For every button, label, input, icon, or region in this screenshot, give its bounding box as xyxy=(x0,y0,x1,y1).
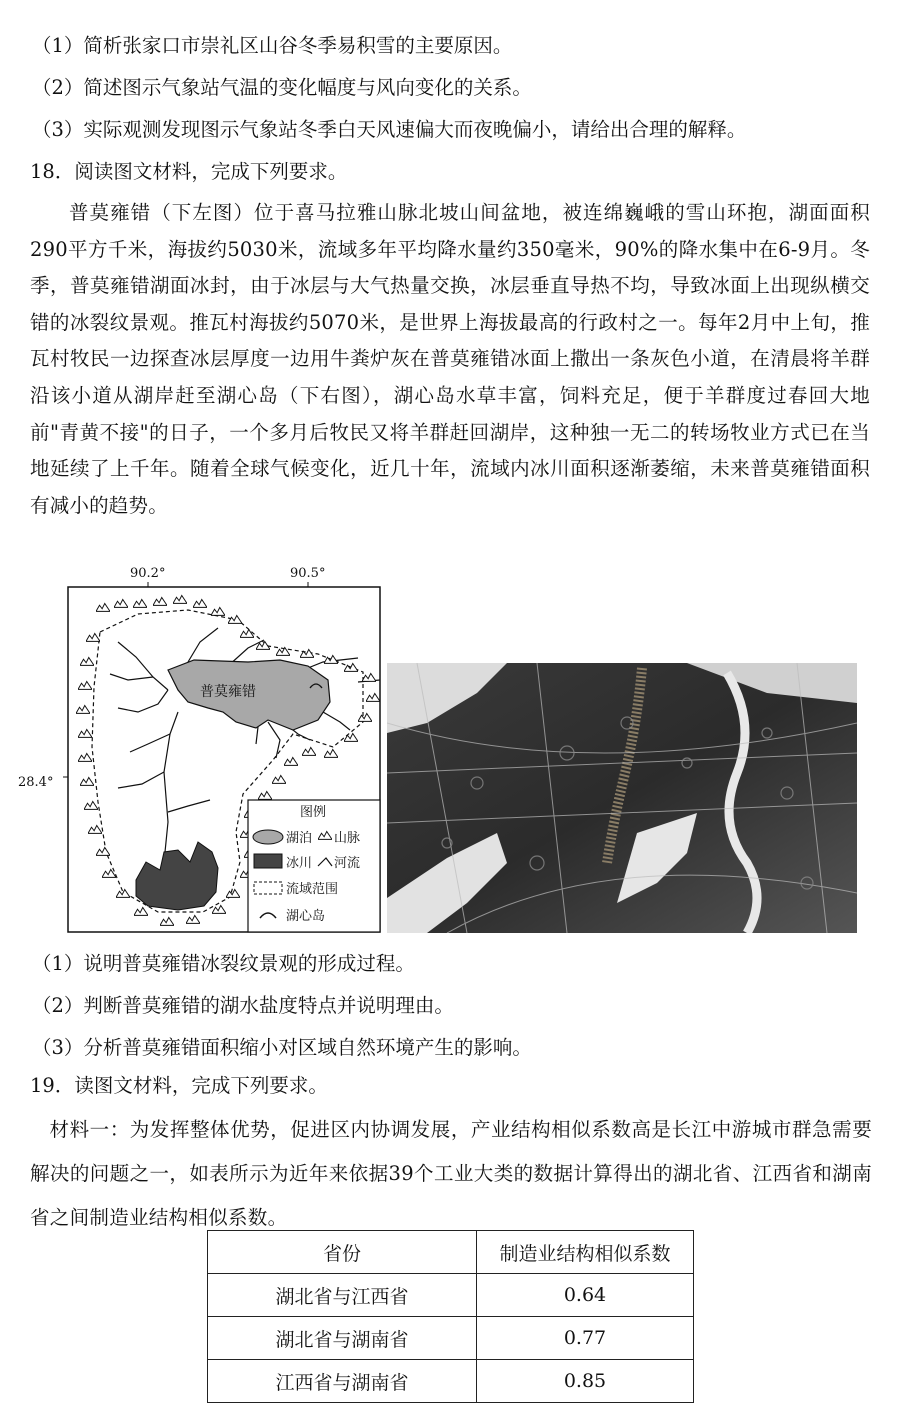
legend-title: 图例 xyxy=(300,805,327,820)
legend-island-label: 湖心岛 xyxy=(286,909,326,924)
map-lat: 28.4° xyxy=(18,775,54,790)
legend-lake-label: 湖泊 xyxy=(286,831,313,846)
table-row xyxy=(208,1274,694,1317)
table-cell-value: 0.77 xyxy=(477,1317,694,1360)
q18-paragraph: 普莫雍错（下左图）位于喜马拉雅山脉北坡山间盆地，被连绵巍峨的雪山环抱，湖面面积290平方千米，海拔约5030米，流域多年平均降水量约350毫米，90%的降水集中在6-9月。冬季，普莫雍错湖面冰封，由于冰层与大气热量交换，冰层垂直导热不均，导致冰面上出现纵横交错的冰裂纹景观。推瓦村海拔约5070米，是世界上海拔最高的行政村之一。每年2月中上旬，推瓦村牧民一边探查冰层厚度一边用牛粪炉灰在普莫雍错冰面上撒出一条灰色小道，在清晨将羊群沿该小道从湖岸赶至湖心岛（下右图），湖心岛水草丰富，饲料充足，便于羊群度过春回大地前"青黄不接"的日子，一个多月后牧民又将羊群赶回湖岸，这种独一无二的转场牧业方式已在当地延续了上千年。随着全球气候变化，近几十年，流域内冰川面积逐渐萎缩，未来普莫雍错面积有减小的趋势。 xyxy=(30,201,870,517)
q19-heading: 19．读图文材料，完成下列要求。 xyxy=(30,1074,328,1097)
ice-crack-photo xyxy=(387,663,857,933)
map-lon-right: 90.5° xyxy=(290,566,326,581)
q17-item-2: （2）简述图示气象站气温的变化幅度与风向变化的关系。 xyxy=(32,76,532,99)
legend-river-label: 河流 xyxy=(334,856,361,871)
legend-lake-swatch xyxy=(253,830,283,844)
table-row xyxy=(208,1360,694,1403)
table-cell-pair: 湖北省与湖南省 xyxy=(208,1317,477,1360)
lake-map-figure xyxy=(18,562,388,942)
q18-item-1: （1）说明普莫雍错冰裂纹景观的形成过程。 xyxy=(32,952,415,975)
map-drawing xyxy=(18,562,388,942)
legend-glacier-swatch xyxy=(254,854,282,868)
q17-item-3: （3）实际观测发现图示气象站冬季白天风速偏大而夜晚偏小，请给出合理的解释。 xyxy=(32,118,747,141)
similarity-table xyxy=(207,1230,694,1403)
q18-item-2: （2）判断普莫雍错的湖水盐度特点并说明理由。 xyxy=(32,994,454,1017)
table-header-province: 省份 xyxy=(208,1231,477,1274)
q18-heading: 18．阅读图文材料，完成下列要求。 xyxy=(30,160,348,183)
q17-item-1: （1）简析张家口市崇礼区山谷冬季易积雪的主要原因。 xyxy=(32,34,513,57)
legend-mountain-label: 山脉 xyxy=(334,831,361,846)
table-cell-value: 0.85 xyxy=(477,1360,694,1403)
table-header-row xyxy=(208,1231,694,1274)
q18-item-3: （3）分析普莫雍错面积缩小对区域自然环境产生的影响。 xyxy=(32,1036,532,1059)
legend-basin-label: 流域范围 xyxy=(286,882,339,897)
legend-glacier-label: 冰川 xyxy=(286,856,313,871)
table-cell-pair: 江西省与湖南省 xyxy=(208,1360,477,1403)
lake-label: 普莫雍错 xyxy=(200,684,256,700)
table-cell-value: 0.64 xyxy=(477,1274,694,1317)
map-lon-left: 90.2° xyxy=(130,566,166,581)
q19-paragraph: 材料一：为发挥整体优势，促进区内协调发展，产业结构相似系数高是长江中游城市群急需要解决的问题之一，如表所示为近年来依据39个工业大类的数据计算得出的湖北省、江西省和湖南省之间制造业结构相似系数。 xyxy=(30,1118,872,1229)
table-header-coefficient: 制造业结构相似系数 xyxy=(477,1231,694,1274)
table-cell-pair: 湖北省与江西省 xyxy=(208,1274,477,1317)
table-row xyxy=(208,1317,694,1360)
